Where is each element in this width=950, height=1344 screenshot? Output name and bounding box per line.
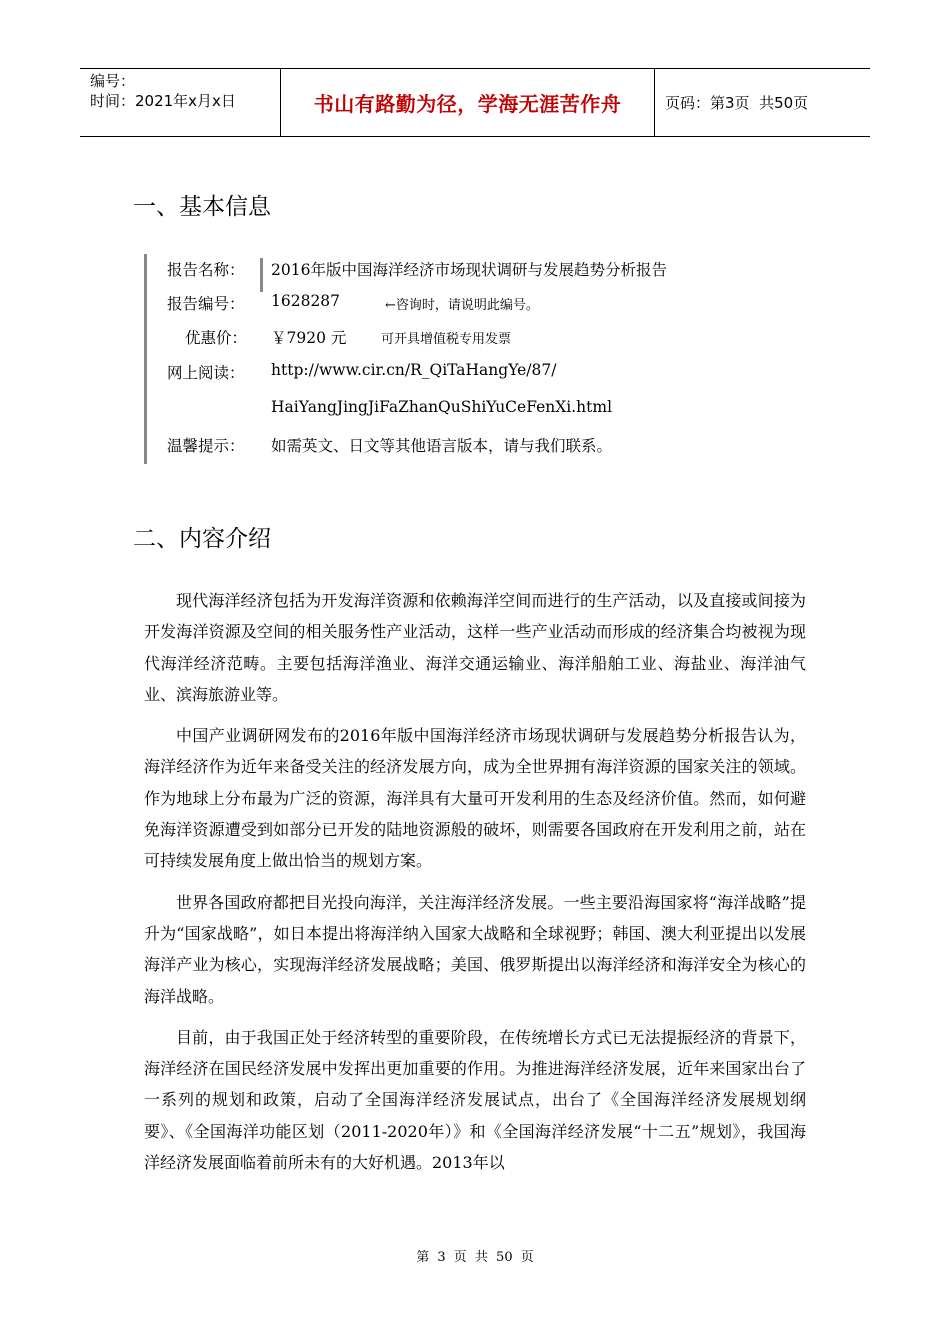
report-code-value: 1628287 (271, 292, 341, 310)
price-note: 可开具增值税专用发票 (381, 332, 512, 347)
section-title-content-intro: 二、内容介绍 (133, 526, 271, 552)
time-label: 时间：2021年x月x日 (90, 92, 236, 110)
price-value: ￥7920 元 (271, 329, 347, 347)
name-divider (260, 258, 263, 292)
paragraph: 世界各国政府都把目光投向海洋，关注海洋经济发展。一些主要沿海国家将“海洋战略”提升为“国家战略”，如日本提出将海洋纳入国家大战略和全球视野；韩国、澳大利亚提出以发展海洋产业为核心，实现海洋经济发展战略；美国、俄罗斯提出以海洋经济和海洋安全为核心的海洋战略。 (144, 892, 806, 1006)
basic-info-block (144, 254, 807, 464)
header-slogan: 书山有路勤为径，学海无涯苦作舟 (281, 69, 655, 136)
header-page-info: 页码：第3页 共50页 (665, 94, 809, 112)
paragraph: 中国产业调研网发布的2016年版中国海洋经济市场现状调研与发展趋势分析报告认为，海洋经济作为近年来备受关注的经济发展方向，成为全世界拥有海洋资源的国家关注的领域。作为地球上分布最为广泛的资源，海洋具有大量可开发利用的生态及经济价值。然而，如何避免海洋资源遭受到如部分已开发的陆地资源般的破坏，则需要各国政府在开发利用之前，站在可持续发展角度上做出恰当的规划方案。 (144, 726, 806, 871)
price-label: 优惠价： (185, 329, 248, 347)
report-name-value: 2016年版中国海洋经济市场现状调研与发展趋势分析报告 (271, 261, 667, 279)
header-meta (80, 69, 281, 136)
content-body (144, 585, 806, 1188)
url-line-2[interactable]: HaiYangJingJiFaZhanQuShiYuCeFenXi.html (271, 398, 613, 416)
report-code-label: 报告编号： (167, 295, 245, 313)
tip-label: 温馨提示： (167, 437, 245, 455)
page-footer: 第 3 页 共 50 页 (416, 1250, 534, 1265)
url-line-1[interactable]: http://www.cir.cn/R_QiTaHangYe/87/ (271, 361, 557, 379)
section-title-basic-info: 一、基本信息 (133, 194, 271, 220)
tip-value: 如需英文、日文等其他语言版本，请与我们联系。 (271, 437, 613, 455)
page-header (80, 68, 870, 137)
report-name-label: 报告名称： (167, 261, 245, 279)
url-label: 网上阅读： (167, 364, 245, 382)
paragraph: 目前，由于我国正处于经济转型的重要阶段，在传统增长方式已无法提振经济的背景下，海洋经济在国民经济发展中发挥出更加重要的作用。为推进海洋经济发展，近年来国家出台了一系列的规划和政策，启动了全国海洋经济发展试点，出台了《全国海洋经济发展规划纲要》、《全国海洋功能区划（2011-2020年）》和《全国海洋经济发展“十二五”规划》，我国海洋经济发展面临着前所未有的大好机遇。2013年以 (144, 1027, 806, 1173)
number-label: 编号： (90, 72, 136, 90)
paragraph: 现代海洋经济包括为开发海洋资源和依赖海洋空间而进行的生产活动，以及直接或间接为开发海洋资源及空间的相关服务性产业活动，这样一些产业活动而形成的经济集合均被视为现代海洋经济范畴。主要包括海洋渔业、海洋交通运输业、海洋船舶工业、海盐业、海洋油气业、滨海旅游业等。 (144, 591, 806, 704)
report-code-note: ←咨询时，请说明此编号。 (385, 298, 539, 313)
